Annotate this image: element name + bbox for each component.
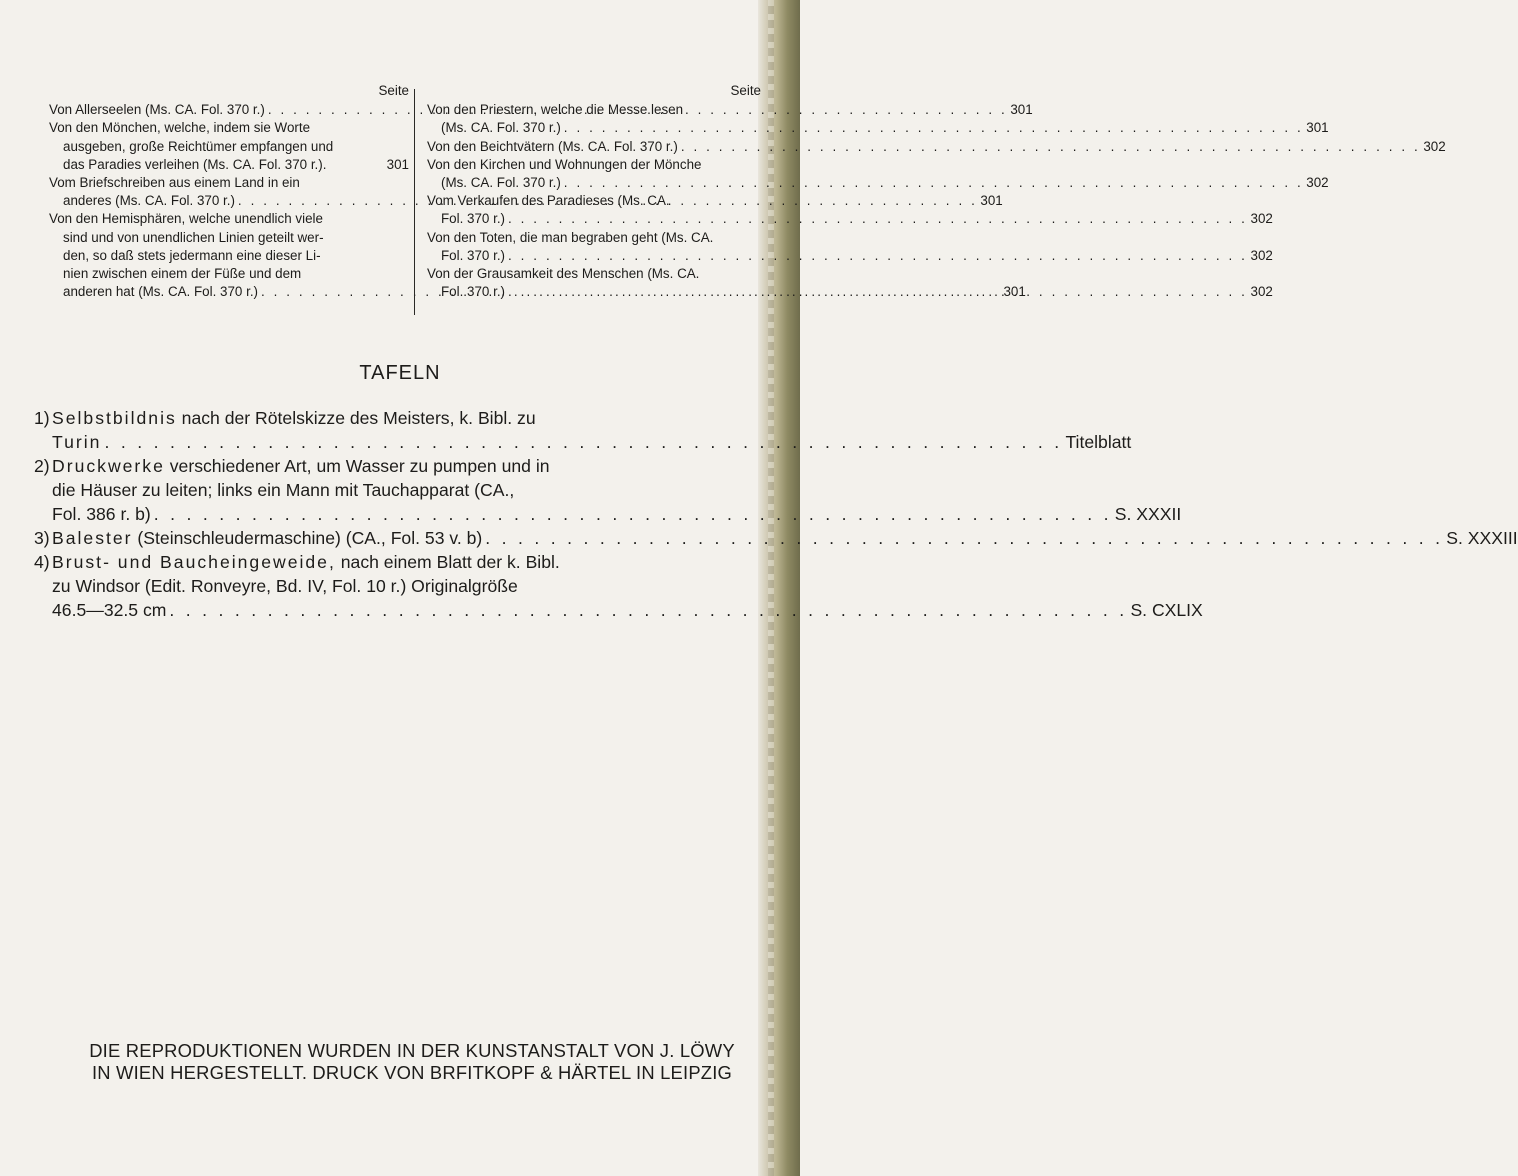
plate-item: 1) Selbstbildnis nach der Rötelskizze des Meisters, k. Bibl. zu Turin . . . Titelblatt xyxy=(34,406,768,454)
plate-subject: Selbstbildnis xyxy=(52,408,177,428)
page-number: 302 xyxy=(1250,211,1273,227)
page-number: 301 xyxy=(1306,120,1329,136)
plate-subject: Balester xyxy=(52,528,133,548)
plates-list xyxy=(34,406,1518,622)
page-number: 301 xyxy=(1010,102,1033,118)
toc-entry: Von den Hemisphären, welche unendlich viele sind und von unendlichen Linien geteilt wer- den, so daß stets jedermann eine dieser Li- nien zwischen einem der Füße und dem anderen hat (Ms. CA. Fol. 370 r.) . . . 301 xyxy=(49,210,409,301)
toc-entry: Von den Priestern, welche die Messe lesen (Ms. CA. Fol. 370 r.) . . . 301 xyxy=(427,101,761,137)
plate-item: 2) Druckwerke verschiedener Art, um Wasser zu pumpen und in die Häuser zu leiten; links ein Mann mit Tauchapparat (CA., Fol. 386 r. b) . . . S. XXXII xyxy=(34,454,768,526)
seite-header: Seite xyxy=(730,83,761,98)
plate-reference: S. XXXIII xyxy=(1446,528,1518,548)
toc-entry: Von Allerseelen (Ms. CA. Fol. 370 r.) . . . 301 xyxy=(49,101,409,119)
page-number: 302 xyxy=(1250,247,1273,263)
toc-entry: Von den Mönchen, welche, indem sie Worte ausgeben, große Reichtümer empfangen und das Paradies verleihen (Ms. CA. Fol. 370 r.). 301 xyxy=(49,119,409,174)
toc-entry: Von den Toten, die man begraben geht (Ms. CA. Fol. 370 r.) . . . 302 xyxy=(427,229,761,265)
toc-entry: Von den Kirchen und Wohnungen der Mönche (Ms. CA. Fol. 370 r.) . . . 302 xyxy=(427,156,761,192)
toc-entry: Von der Grausamkeit des Menschen (Ms. CA. Fol. 370 r.) . . . 302 xyxy=(427,265,761,301)
imprint-line-2: IN WIEN HERGESTELLT. DRUCK VON BRFITKOPF & HÄRTEL IN LEIPZIG xyxy=(91,1062,733,1083)
page-number: 302 xyxy=(1306,175,1329,191)
toc-entry: Vom Briefschreiben aus einem Land in ein anderes (Ms. CA. Fol. 370 r.) . . . 301 xyxy=(49,174,409,210)
plate-subject: Druckwerke xyxy=(52,456,165,476)
seite-header: Seite xyxy=(378,83,409,98)
page-number: 301 xyxy=(386,156,409,172)
plate-item: 3) Balester (Steinschleudermaschine) (CA., Fol. 53 v. b) . . . S. XXXIII xyxy=(34,526,768,550)
plate-item: 4) Brust- und Baucheingeweide, nach einem Blatt der k. Bibl. zu Windsor (Edit. Ronveyre, Bd. IV, Fol. 10 r.) Originalgröße 46.5—32.5 cm . . . S. CXLIX xyxy=(34,550,768,622)
page-number: 301 xyxy=(980,193,1003,209)
column-divider xyxy=(414,89,415,315)
toc-entry: Von den Beichtvätern (Ms. CA. Fol. 370 r.) . . . 302 xyxy=(427,138,761,156)
plate-reference: Titelblatt xyxy=(1065,432,1132,452)
plate-subject: Brust- und Baucheingeweide, xyxy=(52,552,336,572)
section-title: TAFELN xyxy=(359,362,441,384)
page-number: 302 xyxy=(1250,284,1273,300)
imprint-line-1: DIE REPRODUKTIONEN WURDEN IN DER KUNSTANSTALT VON J. LÖWY xyxy=(89,1040,735,1061)
plate-reference: S. CXLIX xyxy=(1130,600,1203,620)
plate-reference: S. XXXII xyxy=(1114,504,1182,524)
page-number: 301 xyxy=(1003,284,1026,300)
imprint xyxy=(52,1040,772,1084)
toc-entry: Vom Verkaufen des Paradieses (Ms. CA. Fol. 370 r.) . . . 302 xyxy=(427,192,761,228)
page-number: 302 xyxy=(1423,138,1446,154)
